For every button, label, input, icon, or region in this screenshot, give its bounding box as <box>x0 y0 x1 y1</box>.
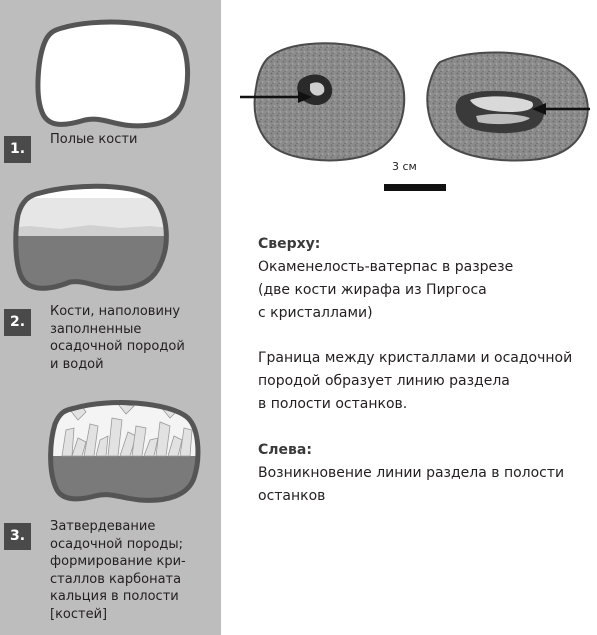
step-2-line: и водой <box>50 356 104 372</box>
caption-line: с кристаллами) <box>258 305 373 321</box>
scale-label: 3 см <box>392 160 417 173</box>
step-2-text <box>50 303 185 373</box>
caption-line: Граница между кристаллами и осадочной <box>258 350 573 366</box>
fossil-photo <box>0 0 597 200</box>
step-3-text <box>50 518 186 623</box>
step-3-line: Затвердевание <box>50 519 156 534</box>
step-3-line: формирование кри- <box>50 554 186 569</box>
step-1-line: Полые кости <box>50 132 138 147</box>
fossil-left <box>255 43 405 160</box>
step-3-line: [костей] <box>50 606 108 622</box>
step-2-line: заполненные <box>50 321 142 337</box>
caption-heading: Сверху: <box>258 236 321 252</box>
step-3-line: сталлов карбоната <box>50 571 182 587</box>
caption-line: Возникновение линии раздела в полости <box>258 465 565 481</box>
caption-line: останков <box>258 488 326 504</box>
fossil-right <box>427 52 587 160</box>
step-3-line: кальция в полости <box>50 589 179 604</box>
caption-line: породой образует линию раздела <box>258 373 510 389</box>
step-3-line: осадочной породы; <box>50 536 184 552</box>
step-2-line: осадочной породой <box>50 339 185 354</box>
caption-line: Окаменелость-ватерпас в разрезе <box>258 259 514 275</box>
step-1-badge: 1. <box>4 136 31 163</box>
caption-line: в полости останков. <box>258 396 408 412</box>
caption-heading: Слева: <box>258 442 312 458</box>
caption-middle <box>258 347 572 416</box>
step-2-line: Кости, наполовину <box>50 304 181 319</box>
caption-line: (две кости жирафа из Пиргоса <box>258 282 487 298</box>
step-2-badge: 2. <box>4 309 31 336</box>
scale-bar <box>384 184 446 191</box>
step-3-badge: 3. <box>4 523 31 550</box>
caption-top <box>258 233 513 325</box>
caption-left <box>258 439 564 508</box>
